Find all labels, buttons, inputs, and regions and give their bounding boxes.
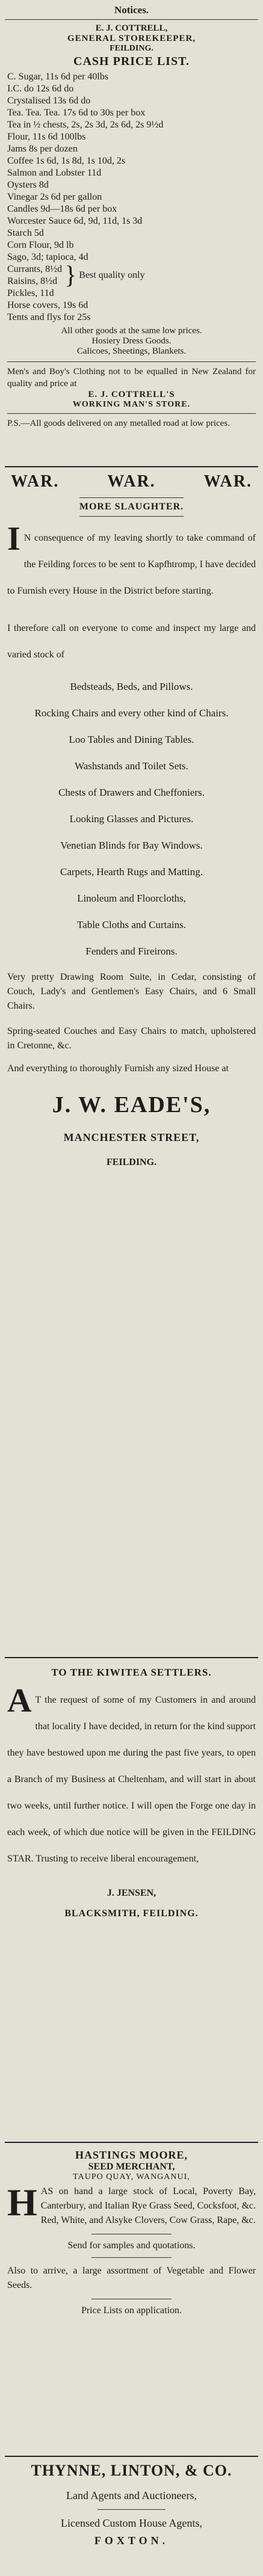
divider — [7, 413, 256, 414]
furniture-list — [7, 679, 256, 959]
spring-couches: Spring-seated Couches and Easy Chairs to match, upholstered in Cretonne, &c. — [7, 1026, 256, 1051]
price-item: I.C. do 12s 6d do — [7, 84, 74, 94]
price-item: Sago, 3d; tapioca, 4d — [7, 252, 88, 262]
intro-text: N consequence of my leaving shortly to take command of the Feilding forces to be sent to Kapfhtromp, I have decided to Furnish every House in the District before starting. — [7, 533, 256, 596]
samples-line: Send for samples and quotations. — [67, 2240, 196, 2251]
price-item: C. Sugar, 11s 6d per 40lbs — [7, 72, 109, 82]
raisins-item: Raisins, 8½d — [7, 276, 58, 286]
newspaper-column — [5, 0, 258, 2576]
furniture-item: Linoleum and Floorcloths, — [77, 893, 186, 904]
price-item: Tea. Tea. Tea. 17s 6d to 30s per box — [7, 108, 146, 118]
moore-body — [7, 2181, 256, 2228]
furniture-item: Fenders and Fireirons. — [85, 945, 178, 957]
arrive-line: Also to arrive, a large assortment of Vegetable and Flower Seeds. — [7, 2266, 256, 2290]
cottrell-name: E. J. COTTRELL, — [95, 23, 168, 33]
price-list-2 — [7, 287, 256, 324]
more-slaughter: MORE SLAUGHTER. — [79, 502, 184, 512]
hosiery: Hosiery Dress Goods. — [91, 336, 172, 346]
war-word: WAR. — [203, 472, 252, 491]
price-list — [7, 71, 256, 263]
jensen-name: J. JENSEN, — [107, 1888, 156, 1898]
thynne-line2: Licensed Custom House Agents, — [61, 2517, 202, 2529]
price-item: Corn Flour, 9d lb — [7, 240, 74, 250]
cash-price-title: CASH PRICE LIST. — [73, 55, 190, 68]
furniture-item: Bedsteads, Beds, and Pillows. — [70, 681, 193, 692]
jensen-text: T the request of some of my Customers in and around that locality I have decided, in return for the kind support they have bestowed upon me during the past five years, to open a Branch of my Business at Cheltenham, and will start in about two weeks, until further notice. I will open the Forge one day in each week, of which due notice will be given in the FEILDING STAR. Trusting to receive liberal encouragement, — [7, 1695, 256, 1864]
thynne-town: FOXTON. — [94, 2535, 169, 2547]
drop-cap: A — [7, 1682, 32, 1720]
price-item: Jams 8s per dozen — [7, 144, 78, 154]
cottrell-ad — [5, 23, 258, 467]
drop-cap: H — [7, 2181, 37, 2224]
jensen-body — [7, 1682, 256, 1872]
price-lists-line: Price Lists on application. — [81, 2305, 182, 2316]
price-item: Coffee 1s 6d, 1s 8d, 1s 10d, 2s — [7, 156, 126, 166]
price-item: Horse covers, 19s 6d — [7, 300, 88, 310]
thynne-name: THYNNE, LINTON, & CO. — [31, 2462, 232, 2479]
furniture-item: Loo Tables and Dining Tables. — [69, 734, 194, 745]
war-banner — [11, 472, 252, 491]
other-goods: All other goods at the same low prices. — [61, 326, 202, 336]
price-item: Crystalised 13s 6d do — [7, 96, 91, 106]
currants-raisins-row — [7, 263, 256, 287]
calicoes: Calicoes, Sheetings, Blankets. — [76, 346, 187, 356]
cottrell-town: FEILDING. — [110, 44, 153, 53]
divider — [79, 516, 184, 517]
price-item: Tents and flys for 25s — [7, 312, 91, 322]
moore-ad — [5, 2149, 258, 2457]
delivery-note: P.S.—All goods delivered on any metalled road at low prices. — [7, 419, 230, 428]
divider — [97, 2509, 166, 2510]
divider — [79, 497, 184, 498]
brace-glyph: } — [64, 262, 77, 289]
best-quality-note: Best quality only — [79, 270, 145, 280]
furniture-item: Chests of Drawers and Cheffoniers. — [58, 787, 205, 798]
kiwitea-heading: TO THE KIWITEA SETTLERS. — [51, 1667, 212, 1678]
cottrell-trade: GENERAL STOREKEEPER, — [67, 34, 196, 43]
drop-cap: I — [7, 520, 20, 558]
price-item: Worcester Sauce 6d, 9d, 11d, 1s 3d — [7, 216, 143, 226]
eade-name: J. W. EADE'S, — [52, 1092, 211, 1117]
price-item: Pickles, 11d — [7, 288, 54, 298]
furniture-item: Washstands and Toilet Sets. — [75, 760, 188, 772]
eade-town: FEILDING. — [106, 1157, 157, 1167]
thynne-line1: Land Agents and Auctioneers, — [66, 2489, 197, 2501]
price-item: Oysters 8d — [7, 180, 49, 190]
divider — [91, 2257, 172, 2258]
cottrell-store: E. J. COTTRELL'S — [88, 390, 175, 399]
clothing-text: Men's and Boy's Clothing not to be equalled in New Zealand for quality and price at — [7, 367, 256, 389]
moore-name: HASTINGS MOORE, — [75, 2149, 188, 2161]
currants-item: Currants, 8½d — [7, 264, 63, 274]
eade-street: MANCHESTER STREET, — [63, 1131, 200, 1143]
furniture-item: Rocking Chairs and every other kind of Chairs. — [34, 707, 229, 719]
eade-ad — [5, 472, 258, 1658]
furniture-item: Venetian Blinds for Bay Windows. — [60, 840, 203, 851]
working-man-store: WORKING MAN'S STORE. — [72, 400, 191, 409]
price-item: Flour, 11s 6d 100lbs — [7, 132, 86, 142]
furniture-item: Table Cloths and Curtains. — [76, 919, 187, 930]
jensen-trade: BLACKSMITH, FEILDING. — [64, 1908, 199, 1919]
moore-trade: SEED MERCHANT, — [88, 2162, 175, 2172]
price-item: Salmon and Lobster 11d — [7, 168, 102, 178]
price-item: Starch 5d — [7, 228, 44, 238]
price-item: Vinegar 2s 6d per gallon — [7, 192, 102, 202]
furniture-item: Carpets, Hearth Rugs and Matting. — [60, 866, 203, 878]
thynne-ad — [5, 2462, 258, 2576]
moore-text: AS on hand a large stock of Local, Poverty Bay, Canterbury, and Italian Rye Grass Seed, Cocksfoot, &c. Red, White, and Alsyke Clovers, Cow Grass, Rape, &c. — [40, 2186, 256, 2225]
war-word: WAR. — [107, 472, 156, 491]
furnish-text: And everything to thoroughly Furnish any sized House at — [7, 1063, 229, 1074]
moore-address: TAUPO QUAY, WANGANUI, — [73, 2172, 190, 2181]
war-word: WAR. — [11, 472, 60, 491]
jensen-ad — [5, 1667, 258, 2143]
drawing-suite: Very pretty Drawing Room Suite, in Cedar, consisting of Couch, Lady's and Gentlemen's Easy Chairs, and 6 Small Chairs. — [7, 972, 256, 1011]
divider — [7, 361, 256, 362]
price-item: Tea in ½ chests, 2s, 2s 3d, 2s 6d, 2s 9½d — [7, 120, 164, 130]
eade-intro — [7, 520, 256, 604]
section-header: Notices. — [5, 2, 258, 20]
furniture-item: Looking Glasses and Pictures. — [69, 813, 194, 825]
eade-call: I therefore call on everyone to come and inspect my large and varied stock of — [7, 623, 256, 660]
price-item: Candles 9d—18s 6d per box — [7, 204, 117, 214]
